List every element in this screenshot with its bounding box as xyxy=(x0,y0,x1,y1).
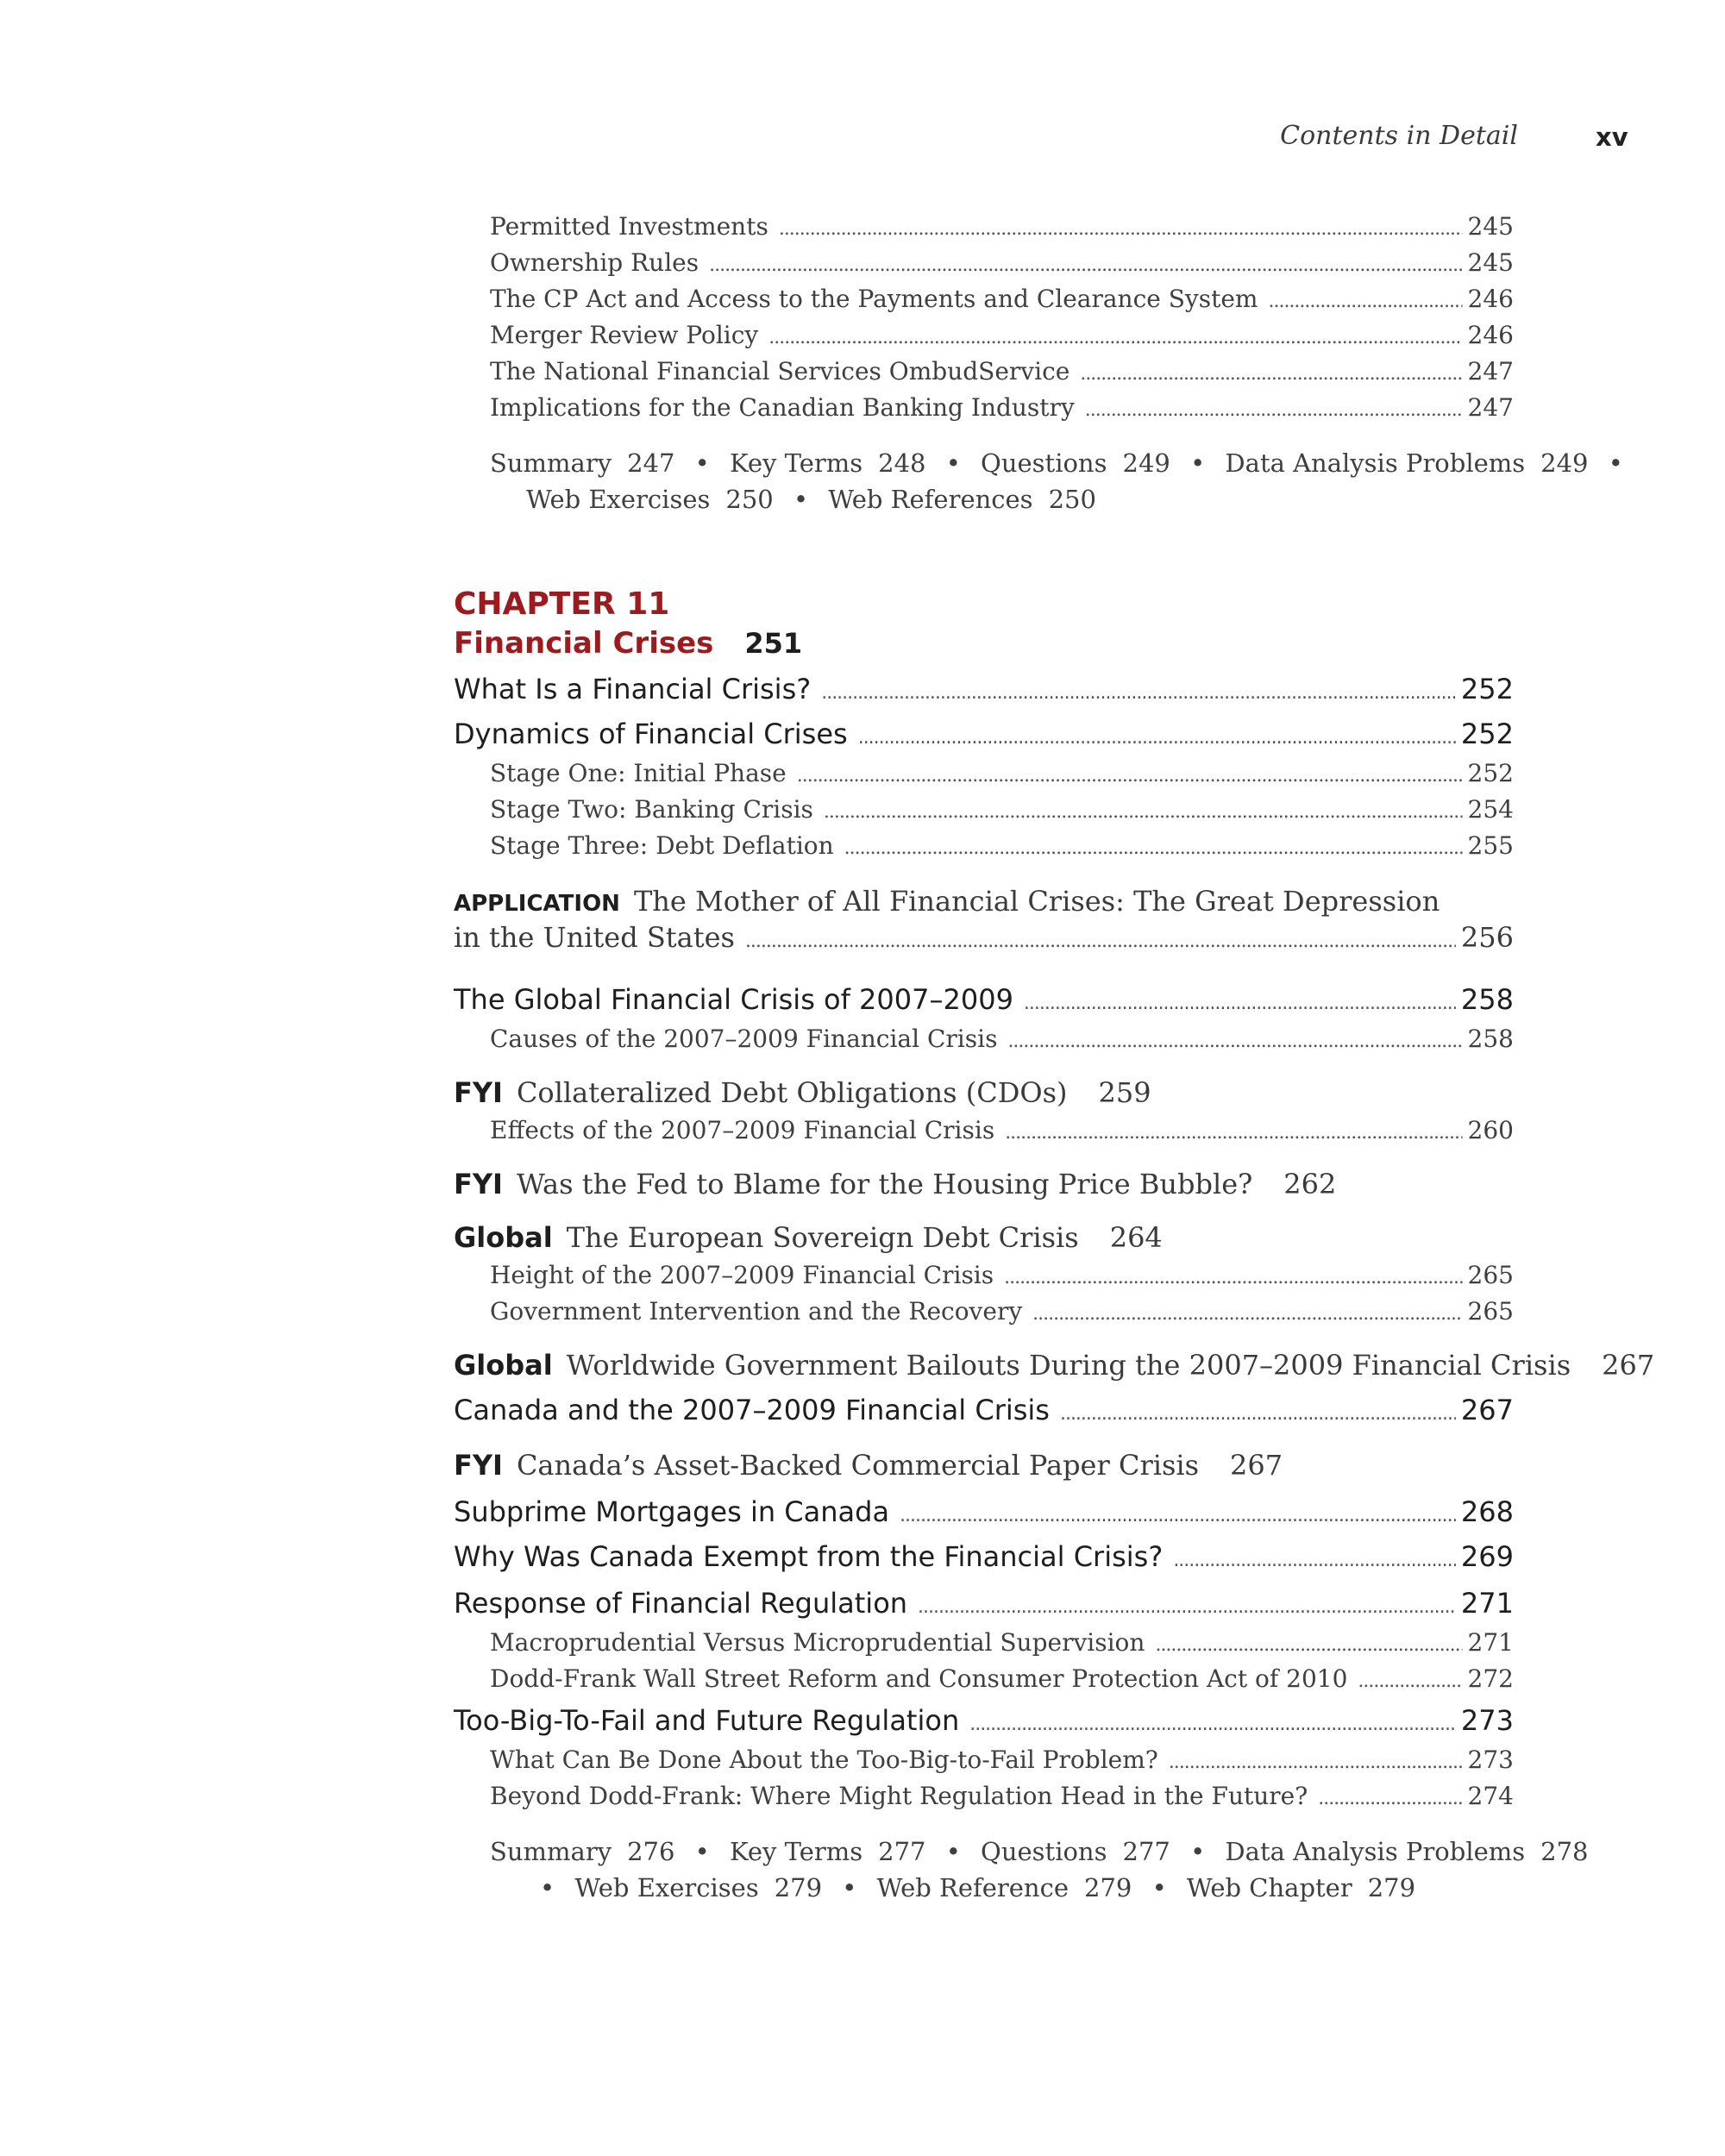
toc-entry[interactable] xyxy=(0,321,1514,349)
toc-entry[interactable] xyxy=(0,1495,1514,1528)
summary-line xyxy=(540,1873,1415,1902)
web-exercises-page: 250 xyxy=(725,485,774,514)
toc-entry[interactable] xyxy=(0,1116,1514,1144)
summary-label: Summary xyxy=(490,448,612,478)
toc-entry-title: What Is a Financial Crisis? xyxy=(454,673,812,705)
web-exercises-page: 279 xyxy=(774,1873,823,1902)
bullet-separator: • xyxy=(1608,448,1623,478)
global-feature[interactable] xyxy=(454,1349,1654,1382)
dot-leader xyxy=(858,727,1456,749)
fyi-tag: FYI xyxy=(454,1076,503,1109)
fyi-page: 267 xyxy=(1230,1449,1283,1482)
web-exercises-label: Web Exercises xyxy=(574,1873,759,1902)
dot-leader xyxy=(1085,399,1463,421)
global-page: 264 xyxy=(1109,1221,1163,1254)
toc-entry[interactable] xyxy=(0,1540,1514,1573)
dot-leader xyxy=(1173,1550,1456,1571)
toc-entry-page: 267 xyxy=(1460,1394,1514,1426)
fyi-tag: FYI xyxy=(454,1168,503,1200)
questions-label: Questions xyxy=(981,448,1107,478)
toc-entry-page: 265 xyxy=(1467,1297,1514,1326)
toc-entry[interactable] xyxy=(0,1297,1514,1326)
toc-entry-page: 274 xyxy=(1467,1782,1514,1810)
bullet-separator: • xyxy=(1151,1873,1167,1902)
fyi-title: Canada’s Asset-Backed Commercial Paper Crisis xyxy=(516,1449,1200,1482)
toc-entry-title: Too-Big-To-Fail and Future Regulation xyxy=(454,1704,960,1737)
dot-leader xyxy=(900,1505,1456,1526)
toc-entry[interactable] xyxy=(0,1587,1514,1620)
summary-line xyxy=(526,485,1096,514)
application-tag: APPLICATION xyxy=(454,891,620,917)
dot-leader xyxy=(1032,1303,1462,1325)
toc-entry[interactable] xyxy=(0,718,1514,750)
bullet-separator: • xyxy=(945,1837,961,1866)
chapter-title: Financial Crises xyxy=(454,626,714,661)
running-header xyxy=(0,121,1725,162)
fyi-title: Was the Fed to Blame for the Housing Price Bubble? xyxy=(516,1168,1253,1200)
chapter-page: 251 xyxy=(744,627,803,660)
toc-entry[interactable] xyxy=(0,357,1514,385)
questions-page: 249 xyxy=(1122,448,1170,478)
data-analysis-label: Data Analysis Problems xyxy=(1225,1837,1526,1866)
toc-entry-title: Beyond Dodd-Frank: Where Might Regulation Head in the Future? xyxy=(490,1782,1308,1810)
toc-entry-title: Permitted Investments xyxy=(490,212,768,241)
data-analysis-label: Data Analysis Problems xyxy=(1225,448,1526,478)
toc-entry[interactable] xyxy=(0,759,1514,787)
summary-line xyxy=(490,1837,1589,1866)
bullet-separator: • xyxy=(694,448,710,478)
toc-entry[interactable] xyxy=(0,1394,1514,1426)
toc-entry-title: Canada and the 2007–2009 Financial Crisis xyxy=(454,1394,1050,1426)
toc-entry-title: Response of Financial Regulation xyxy=(454,1587,908,1620)
toc-entry[interactable] xyxy=(0,1025,1514,1053)
toc-entry-title: Effects of the 2007–2009 Financial Crisis xyxy=(490,1116,995,1144)
toc-entry-title: The Global Financial Crisis of 2007–2009 xyxy=(454,983,1013,1016)
toc-entry-title: Stage Two: Banking Crisis xyxy=(490,795,813,824)
toc-entry[interactable] xyxy=(0,831,1514,860)
toc-entry[interactable] xyxy=(0,393,1514,422)
dot-leader xyxy=(918,1596,1456,1618)
toc-entry-title: Dodd-Frank Wall Street Reform and Consumer Protection Act of 2010 xyxy=(490,1664,1348,1693)
dot-leader xyxy=(1005,1122,1462,1144)
toc-entry-title: Dynamics of Financial Crises xyxy=(454,718,848,750)
web-references-page: 250 xyxy=(1048,485,1096,514)
toc-entry-page: 258 xyxy=(1467,1025,1514,1053)
dot-leader xyxy=(1169,1752,1463,1773)
toc-entry-title: The National Financial Services OmbudService xyxy=(490,357,1070,385)
toc-entry-title: Macroprudential Versus Microprudential Supervision xyxy=(490,1628,1145,1657)
toc-entry-title: Stage Three: Debt Deflation xyxy=(490,831,834,860)
toc-entry[interactable] xyxy=(0,1664,1514,1693)
fyi-page: 262 xyxy=(1283,1168,1337,1200)
summary-page: 276 xyxy=(627,1837,675,1866)
header-page-number: xv xyxy=(1596,122,1628,152)
header-title: Contents in Detail xyxy=(1280,121,1518,151)
bullet-separator: • xyxy=(1190,448,1206,478)
key-terms-page: 248 xyxy=(878,448,926,478)
toc-entry-page: 245 xyxy=(1467,248,1514,277)
fyi-title: Collateralized Debt Obligations (CDOs) xyxy=(516,1076,1068,1109)
toc-entry-title: What Can Be Done About the Too-Big-to-Fail Problem? xyxy=(490,1745,1158,1774)
toc-entry-page: 271 xyxy=(1460,1587,1514,1620)
dot-leader xyxy=(844,837,1463,859)
toc-entry-page: 245 xyxy=(1467,212,1514,241)
toc-entry-title: Government Intervention and the Recovery xyxy=(490,1297,1023,1326)
global-tag: Global xyxy=(454,1221,553,1254)
toc-entry[interactable] xyxy=(0,983,1514,1016)
toc-entry-title: Stage One: Initial Phase xyxy=(490,759,787,787)
key-terms-label: Key Terms xyxy=(729,1837,863,1866)
toc-entry-page: 252 xyxy=(1460,718,1514,750)
dot-leader xyxy=(1318,1788,1462,1809)
toc-entry-title: Implications for the Canadian Banking Industry xyxy=(490,393,1075,422)
toc-entry-title: Ownership Rules xyxy=(490,248,699,277)
toc-entry-page: 271 xyxy=(1467,1628,1514,1657)
dot-leader xyxy=(745,931,1456,952)
application-feature[interactable] xyxy=(454,885,1440,918)
toc-entry-page: 269 xyxy=(1460,1540,1514,1573)
questions-page: 277 xyxy=(1122,1837,1170,1866)
application-title-line2: in the United States xyxy=(454,921,735,954)
toc-entry-page: 272 xyxy=(1467,1664,1514,1693)
toc-entry-page: 252 xyxy=(1460,673,1514,705)
global-title: Worldwide Government Bailouts During the 2007–2009 Financial Crisis xyxy=(566,1349,1571,1382)
dot-leader xyxy=(1024,993,1456,1014)
fyi-page: 259 xyxy=(1098,1076,1151,1109)
toc-entry[interactable] xyxy=(0,248,1514,277)
toc-entry[interactable] xyxy=(0,1745,1514,1774)
web-references-label: Web References xyxy=(828,485,1033,514)
global-tag: Global xyxy=(454,1349,553,1382)
web-reference-label: Web Reference xyxy=(876,1873,1070,1902)
toc-entry[interactable] xyxy=(0,1704,1514,1737)
application-page: 256 xyxy=(1460,921,1514,954)
bullet-separator: • xyxy=(945,448,961,478)
toc-entry-title: Why Was Canada Exempt from the Financial Crisis? xyxy=(454,1540,1164,1573)
summary-line xyxy=(490,448,1635,478)
bullet-separator: • xyxy=(793,485,809,514)
dot-leader xyxy=(824,801,1463,823)
toc-entry[interactable] xyxy=(0,285,1514,313)
web-chapter-label: Web Chapter xyxy=(1186,1873,1352,1902)
summary-label: Summary xyxy=(490,1837,612,1866)
toc-entry-page: 273 xyxy=(1467,1745,1514,1774)
toc-entry-page: 258 xyxy=(1460,983,1514,1016)
dot-leader xyxy=(969,1714,1456,1735)
chapter-title-line[interactable] xyxy=(454,626,802,661)
fyi-tag: FYI xyxy=(454,1449,503,1482)
bullet-separator: • xyxy=(694,1837,710,1866)
application-title-line1: The Mother of All Financial Crises: The Great Depression xyxy=(633,885,1440,918)
toc-entry-page: 265 xyxy=(1467,1261,1514,1289)
toc-entry[interactable] xyxy=(0,795,1514,824)
toc-entry-page: 255 xyxy=(1467,831,1514,860)
toc-entry[interactable] xyxy=(0,1261,1514,1289)
fyi-feature[interactable] xyxy=(454,1076,1151,1109)
bullet-separator: • xyxy=(540,1873,555,1902)
dot-leader xyxy=(779,218,1463,240)
dot-leader xyxy=(709,254,1462,276)
data-analysis-page: 278 xyxy=(1540,1837,1589,1866)
toc-entry[interactable] xyxy=(0,212,1514,241)
toc-entry-page: 260 xyxy=(1467,1116,1514,1144)
application-continuation[interactable] xyxy=(0,921,1514,954)
toc-entry-title: The CP Act and Access to the Payments and Clearance System xyxy=(490,285,1258,313)
data-analysis-page: 249 xyxy=(1540,448,1589,478)
web-reference-page: 279 xyxy=(1084,1873,1132,1902)
dot-leader xyxy=(1268,291,1462,312)
web-exercises-label: Web Exercises xyxy=(526,485,711,514)
toc-entry-page: 246 xyxy=(1467,321,1514,349)
chapter-label: CHAPTER 11 xyxy=(454,586,670,622)
toc-entry-page: 247 xyxy=(1467,393,1514,422)
dot-leader xyxy=(1080,363,1462,385)
dot-leader xyxy=(821,682,1456,704)
global-title: The European Sovereign Debt Crisis xyxy=(566,1221,1079,1254)
fyi-feature[interactable] xyxy=(454,1168,1336,1200)
key-terms-page: 277 xyxy=(878,1837,926,1866)
toc-entry-page: 247 xyxy=(1467,357,1514,385)
bullet-separator: • xyxy=(842,1873,857,1902)
global-page: 267 xyxy=(1602,1349,1655,1382)
toc-entry-page: 268 xyxy=(1460,1495,1514,1528)
key-terms-label: Key Terms xyxy=(729,448,863,478)
toc-entry-page: 246 xyxy=(1467,285,1514,313)
dot-leader xyxy=(1060,1403,1456,1425)
toc-entry-page: 273 xyxy=(1460,1704,1514,1737)
dot-leader xyxy=(1155,1634,1462,1656)
dot-leader xyxy=(768,327,1462,348)
fyi-feature[interactable] xyxy=(454,1449,1283,1482)
toc-entry[interactable] xyxy=(0,1628,1514,1657)
dot-leader xyxy=(797,765,1463,787)
toc-entry-page: 254 xyxy=(1467,795,1514,824)
summary-page: 247 xyxy=(627,448,675,478)
toc-entry-title: Merger Review Policy xyxy=(490,321,759,349)
global-feature[interactable] xyxy=(454,1221,1163,1254)
dot-leader xyxy=(1358,1670,1462,1692)
bullet-separator: • xyxy=(1190,1837,1206,1866)
toc-entry-title: Subprime Mortgages in Canada xyxy=(454,1495,890,1528)
toc-entry-page: 252 xyxy=(1467,759,1514,787)
toc-entry-title: Height of the 2007–2009 Financial Crisis xyxy=(490,1261,994,1289)
questions-label: Questions xyxy=(981,1837,1107,1866)
dot-leader xyxy=(1007,1031,1462,1052)
toc-entry[interactable] xyxy=(0,673,1514,705)
dot-leader xyxy=(1004,1267,1462,1288)
web-chapter-page: 279 xyxy=(1367,1873,1416,1902)
toc-entry-title: Causes of the 2007–2009 Financial Crisis xyxy=(490,1025,998,1053)
toc-entry[interactable] xyxy=(0,1782,1514,1810)
